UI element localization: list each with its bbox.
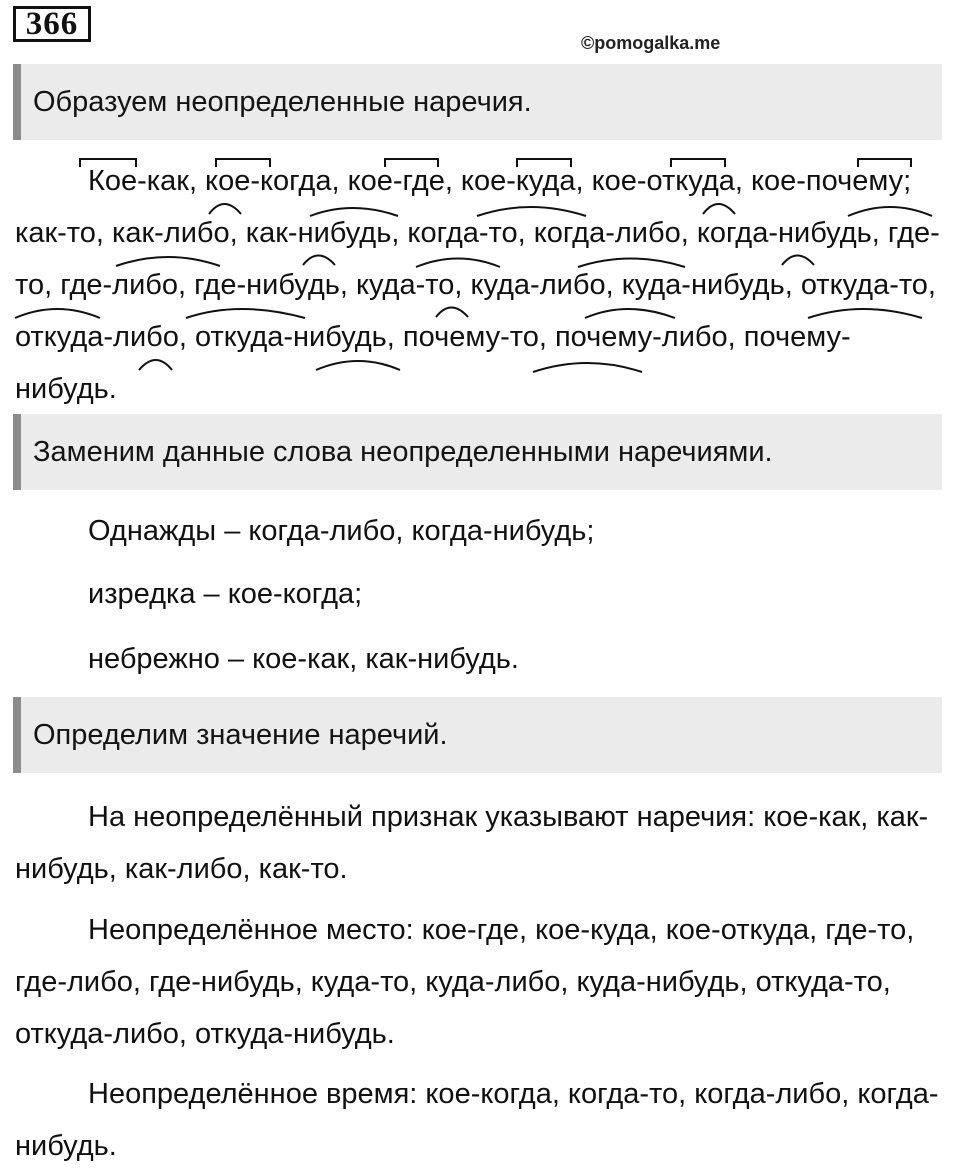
replacement-line: небрежно – кое-как, как-нибудь. [88,643,519,675]
meaning-paragraph-time: Неопределённое время: кое-когда, когда-то, когда-либо, когда-нибудь. [15,1078,939,1162]
meaning-paragraph-place: Неопределённое место: кое-где, кое-куда, кое-откуда, где-то, где-либо, где-нибудь, куда-то, куда-либо, куда-нибудь, откуда-то, откуда-либо, откуда-нибудь. [15,914,915,1050]
section-header-replace [13,414,942,490]
section-header-forming [13,64,942,140]
meaning-paragraph-manner: На неопределённый признак указывают наречия: кое-как, как-нибудь, как-либо, как-то. [15,801,929,885]
replacement-line: Однажды – когда-либо, когда-нибудь; [88,515,595,547]
watermark: ©pomogalka.me [581,33,721,53]
section-header-text: Заменим данные слова неопределенными наречиями. [33,435,773,468]
section-header-meaning [13,697,942,773]
adverb-list-paragraph: Кое-как, кое-когда, кое-где, кое-куда, кое-откуда, кое-почему; как-то, как-либо, как-нибудь, когда-то, когда-либо, когда-нибудь, где-то, где-либо, где-нибудь, куда-то, куда-либо, куда-нибудь, откуда-то, откуда-либо, откуда-нибудь, почему-то, почему-либо, почему-нибудь. [15,165,940,405]
page-number: 366 [13,6,91,42]
section-header-text: Образуем неопределенные наречия. [33,85,532,118]
replacement-line: изредка – кое-когда; [88,578,363,610]
section-header-text: Определим значение наречий. [33,718,448,751]
